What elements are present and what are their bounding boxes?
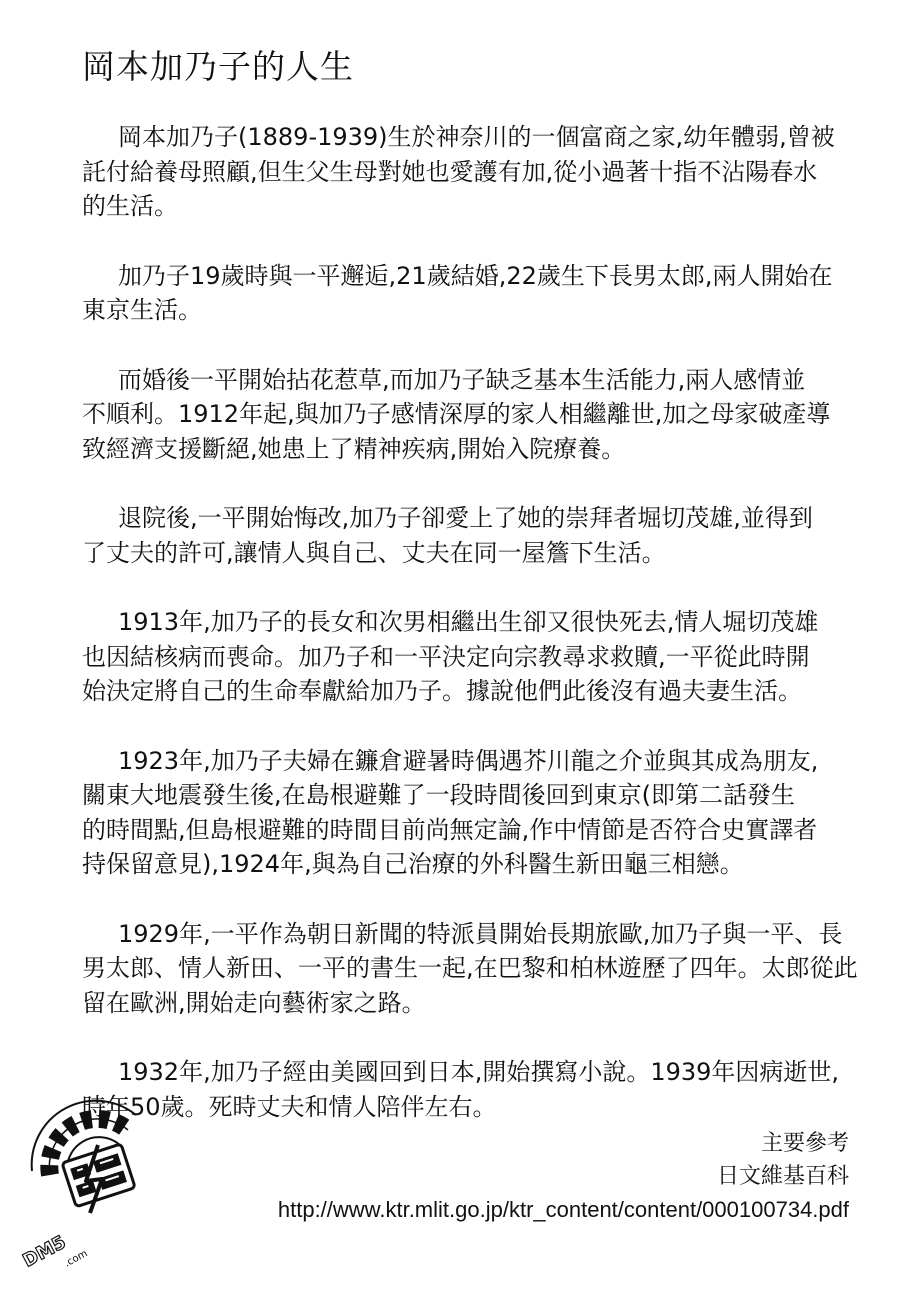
references-url: http://www.ktr.mlit.go.jp/ktr_content/content/000100734.pdf (277, 1197, 849, 1222)
svg-text:.com: .com (62, 1248, 90, 1270)
paragraph-6 (82, 744, 857, 882)
article-body (82, 120, 857, 1159)
references-heading: 主要參考 (760, 1131, 849, 1156)
paragraph-line: 不順利。1912年起,與加乃子感情深厚的家人相繼離世,加之母家破產導 (82, 400, 831, 428)
paragraph-1 (82, 120, 857, 224)
paragraph-line: 而婚後一平開始拈花惹草,而加乃子缺乏基本生活能力,兩人感情並 (118, 365, 806, 394)
paragraph-line: 岡本加乃子(1889-1939)生於神奈川的一個富商之家,幼年體弱,曾被 (118, 123, 835, 151)
paragraph-line: 始決定將自己的生命奉獻給加乃子。據說他們此後沒有過夫妻生活。 (82, 677, 802, 705)
paragraph-line: 1923年,加乃子夫婦在鐮倉避暑時偶遇芥川龍之介並與其成為朋友, (118, 746, 819, 775)
paragraph-line: 退院後,一平開始悔改,加乃子卻愛上了她的崇拜者堀切茂雄,並得到 (118, 504, 813, 532)
paragraph-line: 致經濟支援斷絕,她患上了精神疾病,開始入院療養。 (82, 434, 626, 463)
paragraph-2 (82, 259, 857, 328)
paragraph-3 (82, 363, 857, 467)
paragraph-line: 時年50歲。死時丈夫和情人陪伴左右。 (82, 1092, 497, 1121)
paragraph-line: 的時間點,但島根避難的時間目前尚無定論,作中情節是否符合史實譯者 (82, 815, 818, 844)
paragraph-7 (82, 917, 857, 1021)
page-title: 岡本加乃子的人生 (82, 47, 354, 86)
paragraph-line: 了丈夫的許可,讓情人與自己、丈夫在同一屋簷下生活。 (82, 538, 666, 567)
dm5-logo-icon (10, 1085, 160, 1285)
paragraph-line: 1932年,加乃子經由美國回到日本,開始撰寫小說。1939年因病逝世, (118, 1058, 840, 1086)
paragraph-8 (82, 1055, 857, 1124)
paragraph-4 (82, 501, 857, 570)
svg-text:DM5: DM5 (19, 1231, 70, 1272)
paragraph-line: 男太郎、情人新田、一平的書生一起,在巴黎和柏林遊歷了四年。太郎從此 (82, 954, 858, 982)
paragraph-line: 東京生活。 (82, 296, 202, 324)
paragraph-line: 1913年,加乃子的長女和次男相繼出生卻又很快死去,情人堀切茂雄 (118, 608, 819, 636)
paragraph-line: 1929年,一平作為朝日新聞的特派員開始長期旅歐,加乃子與一平、長 (118, 919, 843, 948)
paragraph-line: 持保留意見),1924年,與為自己治療的外科醫生新田龜三相戀。 (82, 850, 744, 878)
paragraph-line: 的生活。 (82, 192, 178, 220)
paragraph-line: 加乃子19歲時與一平邂逅,21歲結婚,22歲生下長男太郎,兩人開始在 (118, 261, 833, 290)
paragraph-line: 託付給養母照顧,但生父生母對她也愛護有加,從小過著十指不沾陽春水 (82, 157, 818, 186)
paragraph-line: 留在歐洲,開始走向藝術家之路。 (82, 988, 426, 1017)
references-block (278, 1127, 849, 1226)
paragraph-line: 關東大地震發生後,在島根避難了一段時間後回到東京(即第二話發生 (82, 781, 795, 809)
paragraph-5 (82, 605, 857, 709)
references-source: 日文維基百科 (716, 1164, 849, 1189)
paragraph-line: 也因結核病而喪命。加乃子和一平決定向宗教尋求救贖,一平從此時開 (82, 642, 810, 671)
